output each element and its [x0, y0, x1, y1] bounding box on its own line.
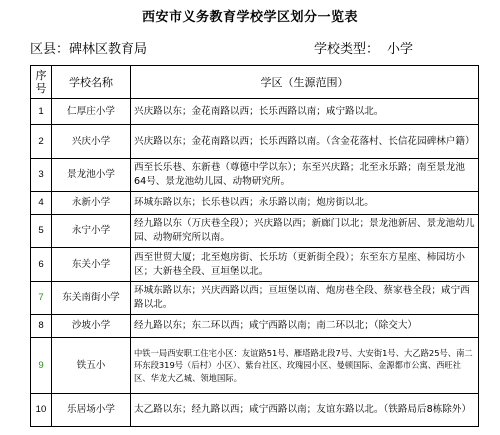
row-number: 5 — [31, 215, 52, 248]
table-row — [31, 282, 479, 315]
header-school-name: 学校名称 — [52, 66, 131, 99]
table-header-row — [31, 66, 479, 99]
school-type-label: 学校类型： — [314, 42, 380, 57]
school-name: 沙坡小学 — [52, 315, 131, 338]
table-row — [31, 125, 479, 159]
row-number: 6 — [31, 248, 52, 282]
school-district-table — [30, 65, 479, 427]
district-area: 经九路以东（万庆巷全段）；兴庆路以西；新廊门以北；景龙池新居、景龙池幼儿园、动物研究所以南。 — [131, 215, 479, 248]
row-number: 3 — [31, 159, 52, 192]
district-area: 兴庆路以东；金花南路以西；长乐西路以南；咸宁路以北。 — [131, 99, 479, 125]
school-name: 东关南街小学 — [52, 282, 131, 315]
school-name: 景龙池小学 — [52, 159, 131, 192]
district-area: 兴庆路以东；金花南路以西；长乐西路以南。（含金花落村、长信花园碑林户籍） — [131, 125, 479, 159]
district-area: 环城东路以东；兴庆西路以西；亘垣堡以南、炮房巷全段、蔡家巷全段；咸宁西路以北。 — [131, 282, 479, 315]
district-area: 西至世贸大厦；北至炮房街、长乐坊（更新街全段）；东至东方星座、柿园坊小区；大新巷全段、亘垣堡以北。 — [131, 248, 479, 282]
row-number: 7 — [31, 282, 52, 315]
school-name: 乐居场小学 — [52, 394, 131, 427]
school-type-info — [314, 38, 413, 57]
school-name: 永新小学 — [52, 192, 131, 215]
row-number: 10 — [31, 394, 52, 427]
table-row — [31, 99, 479, 125]
district-label: 区县： — [30, 42, 70, 57]
district-area: 中铁一局西安职工住宅小区：友谊路51号、雁塔路北段7号、大安街1号、大乙路25号、南二环东段319号（后村）小区）、紫台社区、玫瑰园小区、曼顿国际、金源都市公寓、西旺社区、华龙大乙城、领地国际。 — [131, 338, 479, 394]
school-name: 东关小学 — [52, 248, 131, 282]
school-name: 永宁小学 — [52, 215, 131, 248]
table-row — [31, 248, 479, 282]
school-type-value: 小学 — [387, 42, 414, 57]
page-title: 西安市义务教育学校学区划分一览表 — [141, 10, 358, 25]
row-number: 4 — [31, 192, 52, 215]
row-number: 2 — [31, 125, 52, 159]
document-meta — [0, 38, 500, 60]
school-name: 仁厚庄小学 — [52, 99, 131, 125]
district-area: 环城东路以东；长乐巷以西；永乐路以南；炮房街以北。 — [131, 192, 479, 215]
row-number: 1 — [31, 99, 52, 125]
row-number: 8 — [31, 315, 52, 338]
school-name: 兴庆小学 — [52, 125, 131, 159]
district-area: 西至长乐巷、东新巷（尊德中学以东）；东至兴庆路；北至永乐路；南至景龙池64号、景龙池幼儿园、动物研究所。 — [131, 159, 479, 192]
header-district-area: 学区（生源范围） — [131, 66, 479, 99]
table-row — [31, 215, 479, 248]
table-row — [31, 315, 479, 338]
school-name: 铁五小 — [52, 338, 131, 394]
row-number: 9 — [31, 338, 52, 394]
district-area: 经九路以东；东二环以西；咸宁西路以南；南二环以北；（除交大） — [131, 315, 479, 338]
district-info — [30, 38, 147, 57]
table-row — [31, 192, 479, 215]
table-row — [31, 159, 479, 192]
district-value: 碑林区教育局 — [69, 42, 148, 57]
table-row — [31, 338, 479, 394]
header-number: 序号 — [31, 66, 52, 99]
district-area: 太乙路以东；经九路以西；咸宁西路以南；友谊东路以北。（铁路局后8栋除外） — [131, 394, 479, 427]
table-row — [31, 394, 479, 427]
